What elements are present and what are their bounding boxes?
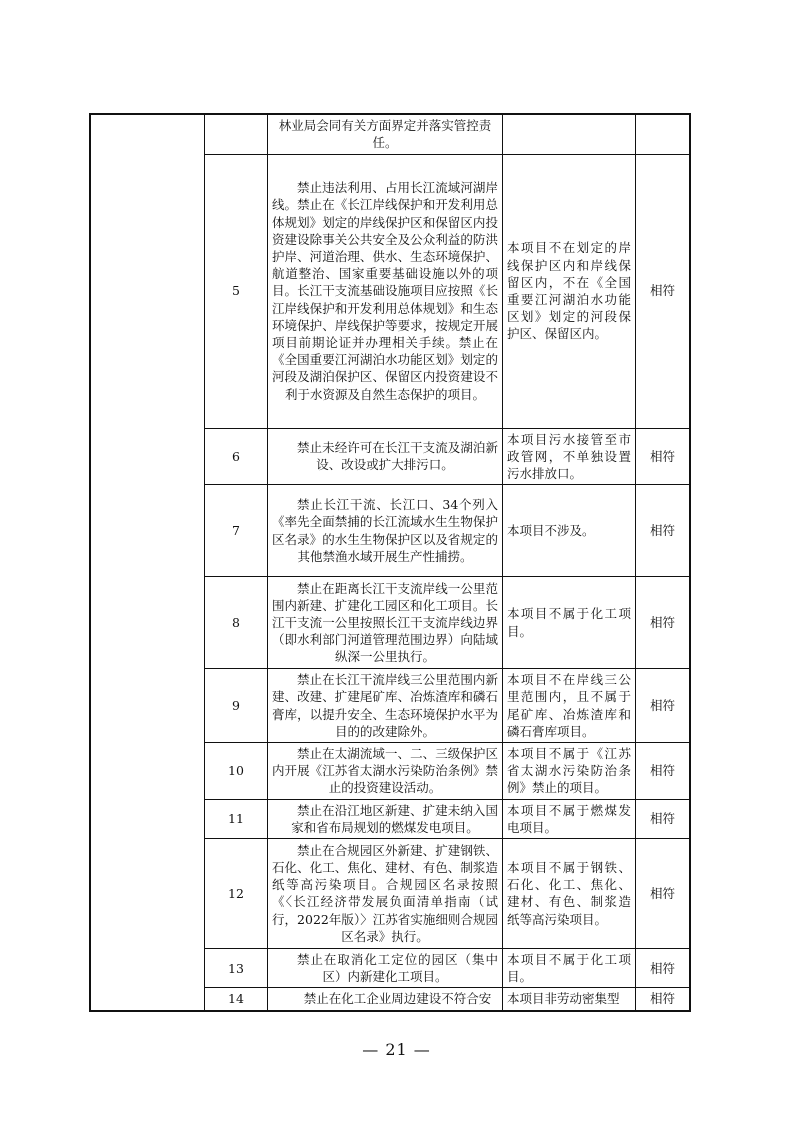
row-number: 13 <box>205 948 268 987</box>
requirement-text: 禁止违法利用、占用长江流域河湖岸线。禁止在《长江岸线保护和开发利用总体规划》划定的岸线保护区和保留区内投资建设除事关公共安全及公众利益的防洪护岸、河道治理、供水、生态环境保护、航道整治、国家重要基础设施以外的项目。长江干支流基础设施项目应按照《长江岸线保护和开发利用总体规划》和生态环境保护、岸线保护等要求，按规定开展项目前期论证并办理相关手续。禁止在《全国重要江河湖泊水功能区划》划定的河段及湖泊保护区、保留区内投资建设不利于水资源及自然生态保护的项目。 <box>268 154 503 428</box>
table-row <box>90 114 690 154</box>
project-status: 本项目不属于化工项目。 <box>503 577 636 669</box>
result-cell <box>636 114 691 154</box>
result-cell: 相符 <box>636 742 691 799</box>
result-cell: 相符 <box>636 988 691 1011</box>
row-number <box>205 114 268 154</box>
result-cell: 相符 <box>636 948 691 987</box>
requirement-text: 禁止在沿江地区新建、扩建未纳入国家和省布局规划的燃煤发电项目。 <box>268 799 503 838</box>
result-cell: 相符 <box>636 669 691 743</box>
requirement-text: 禁止在化工企业周边建设不符合安 <box>268 988 503 1011</box>
requirement-text: 禁止在距离长江干支流岸线一公里范围内新建、扩建化工园区和化工项目。长江干支流一公里按照长江干支流岸线边界（即水利部门河道管理范围边界）向陆域纵深一公里执行。 <box>268 577 503 669</box>
row-number: 11 <box>205 799 268 838</box>
row-number: 7 <box>205 485 268 577</box>
project-status: 本项目不属于钢铁、石化、化工、焦化、建材、有色、制浆造纸等高污染项目。 <box>503 838 636 948</box>
result-cell: 相符 <box>636 428 691 485</box>
project-status: 本项目污水接管至市政管网，不单独设置污水排放口。 <box>503 428 636 485</box>
project-status: 本项目不在划定的岸线保护区内和岸线保留区内，不在《全国重要江河湖泊水功能区划》划定的河段保护区、保留区内。 <box>503 154 636 428</box>
project-status: 本项目不涉及。 <box>503 485 636 577</box>
requirement-text: 禁止未经许可在长江干支流及湖泊新设、改设或扩大排污口。 <box>268 428 503 485</box>
result-cell: 相符 <box>636 154 691 428</box>
requirement-text: 禁止在取消化工定位的园区（集中区）内新建化工项目。 <box>268 948 503 987</box>
project-status: 本项目不属于燃煤发电项目。 <box>503 799 636 838</box>
result-cell: 相符 <box>636 577 691 669</box>
row-number: 6 <box>205 428 268 485</box>
row-number: 8 <box>205 577 268 669</box>
row-number: 5 <box>205 154 268 428</box>
requirement-text: 禁止长江干流、长江口、34个列入《率先全面禁捕的长江流域水生生物保护区名录》的水生生物保护区以及省规定的其他禁渔水域开展生产性捕捞。 <box>268 485 503 577</box>
result-cell: 相符 <box>636 485 691 577</box>
result-cell: 相符 <box>636 838 691 948</box>
requirement-text: 林业局会同有关方面界定并落实管控责任。 <box>268 114 503 154</box>
row-number: 10 <box>205 742 268 799</box>
project-status: 本项目不在岸线三公里范围内，且不属于尾矿库、冶炼渣库和磷石膏库项目。 <box>503 669 636 743</box>
project-status: 本项目不属于化工项目。 <box>503 948 636 987</box>
row-number: 9 <box>205 669 268 743</box>
requirements-table <box>89 113 691 1012</box>
row-number: 12 <box>205 838 268 948</box>
result-cell: 相符 <box>636 799 691 838</box>
requirement-text: 禁止在太湖流域一、二、三级保护区内开展《江苏省太湖水污染防治条例》禁止的投资建设活动。 <box>268 742 503 799</box>
row-number: 14 <box>205 988 268 1011</box>
requirement-text: 禁止在长江干流岸线三公里范围内新建、改建、扩建尾矿库、冶炼渣库和磷石膏库，以提升安全、生态环境保护水平为目的的改建除外。 <box>268 669 503 743</box>
blank-category-cell <box>90 114 205 1011</box>
requirement-text: 禁止在合规园区外新建、扩建钢铁、石化、化工、焦化、建材、有色、制浆造纸等高污染项目。合规园区名录按照《〈长江经济带发展负面清单指南（试行，2022年版）〉江苏省实施细则合规园区名录》执行。 <box>268 838 503 948</box>
project-status: 本项目不属于《江苏省太湖水污染防治条例》禁止的项目。 <box>503 742 636 799</box>
project-status: 本项目非劳动密集型 <box>503 988 636 1011</box>
page-number: — 21 — <box>362 1040 431 1059</box>
project-status <box>503 114 636 154</box>
